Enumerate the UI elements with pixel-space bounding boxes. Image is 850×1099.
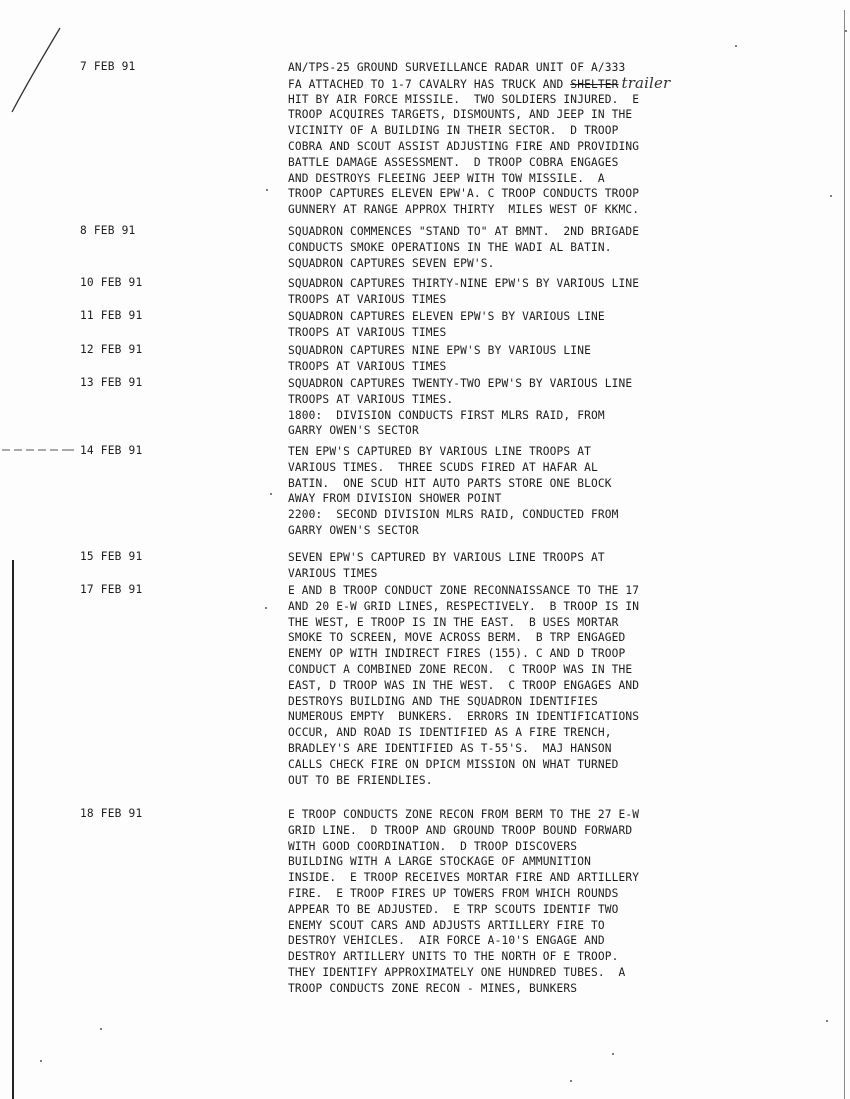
text-line: APPEAR TO BE ADJUSTED. E TRP SCOUTS IDENTIF TWO <box>288 902 619 916</box>
text-line: ENEMY OP WITH INDIRECT FIRES (155). C AND D TROOP <box>288 647 626 661</box>
entry-date: 7 FEB 91 <box>80 60 136 73</box>
entry-date: 8 FEB 91 <box>80 224 136 237</box>
text-line: TROOPS AT VARIOUS TIMES <box>288 325 447 339</box>
entry-text <box>288 224 768 271</box>
pen-stroke-mark <box>0 0 70 120</box>
text-line: SQUADRON COMMENCES "STAND TO" AT BMNT. 2ND BRIGADE <box>288 225 640 238</box>
left-margin-rule <box>12 560 14 1099</box>
text-line: SQUADRON CAPTURES THIRTY-NINE EPW'S BY VARIOUS LINE <box>288 277 640 290</box>
text-line: COBRA AND SCOUT ASSIST ADJUSTING FIRE AND PROVIDING <box>288 139 640 153</box>
text-line: DESTROY VEHICLES. AIR FORCE A-10'S ENGAGE AND <box>288 934 605 948</box>
text-line: ENEMY SCOUT CARS AND ADJUSTS ARTILLERY FIRE TO <box>288 918 605 932</box>
text-line: TROOP CONDUCTS ZONE RECON - MINES, BUNKERS <box>288 981 578 995</box>
entry-text <box>288 807 768 997</box>
text-line: SQUADRON CAPTURES TWENTY-TWO EPW'S BY VARIOUS LINE <box>288 377 633 390</box>
entry-date: 11 FEB 91 <box>80 309 143 322</box>
text-line: SQUADRON CAPTURES SEVEN EPW'S. <box>288 256 495 270</box>
speck <box>826 1020 828 1022</box>
text-line: SMOKE TO SCREEN, MOVE ACROSS BERM. B TRP ENGAGED <box>288 631 626 645</box>
text-line: AN/TPS-25 GROUND SURVEILLANCE RADAR UNIT OF A/333 <box>288 61 626 74</box>
speck <box>830 195 832 197</box>
text-line: FA ATTACHED TO 1-7 CAVALRY HAS TRUCK AND <box>288 77 571 91</box>
text-line: TROOPS AT VARIOUS TIMES. <box>288 392 454 406</box>
text-line: BUILDING WITH A LARGE STOCKAGE OF AMMUNITION <box>288 855 591 869</box>
text-line: BATTLE DAMAGE ASSESSMENT. D TROOP COBRA ENGAGES <box>288 155 619 169</box>
speck <box>100 1028 102 1030</box>
speck <box>265 607 267 609</box>
text-line: SQUADRON CAPTURES ELEVEN EPW'S BY VARIOUS LINE <box>288 310 605 323</box>
text-line: GUNNERY AT RANGE APPROX THIRTY MILES WEST OF KKMC. <box>288 203 640 217</box>
text-line: NUMEROUS EMPTY BUNKERS. ERRORS IN IDENTIFICATIONS <box>288 710 640 724</box>
text-line: SEVEN EPW'S CAPTURED BY VARIOUS LINE TROOPS AT <box>288 551 605 564</box>
text-line: CONDUCT A COMBINED ZONE RECON. C TROOP WAS IN THE <box>288 662 633 676</box>
entry-text <box>288 276 768 308</box>
speck <box>266 189 268 191</box>
text-line: INSIDE. E TROOP RECEIVES MORTAR FIRE AND ARTILLERY <box>288 871 640 885</box>
text-line: BRADLEY'S ARE IDENTIFIED AS T-55'S. MAJ HANSON <box>288 741 612 755</box>
entry-date: 14 FEB 91 <box>80 444 143 457</box>
text-line: TROOPS AT VARIOUS TIMES <box>288 292 447 306</box>
text-line: GRID LINE. D TROOP AND GROUND TROOP BOUND FORWARD <box>288 823 633 837</box>
text-line: 2200: SECOND DIVISION MLRS RAID, CONDUCTED FROM <box>288 508 619 522</box>
text-line: FIRE. E TROOP FIRES UP TOWERS FROM WHICH ROUNDS <box>288 886 619 900</box>
text-line: VARIOUS TIMES <box>288 566 378 580</box>
entry-text <box>288 309 768 341</box>
entry-date: 13 FEB 91 <box>80 376 143 389</box>
text-line: TROOP CAPTURES ELEVEN EPW'A. C TROOP CONDUCTS TROOP <box>288 187 640 201</box>
text-line: VICINITY OF A BUILDING IN THEIR SECTOR. D TROOP <box>288 124 619 138</box>
speck <box>570 1080 572 1082</box>
text-line: E AND B TROOP CONDUCT ZONE RECONNAISSANCE TO THE 17 <box>288 584 640 597</box>
text-line: AND 20 E-W GRID LINES, RESPECTIVELY. B TROOP IS IN <box>288 599 640 613</box>
text-line: VARIOUS TIMES. THREE SCUDS FIRED AT HAFAR AL <box>288 460 598 474</box>
text-line: OCCUR, AND ROAD IS IDENTIFIED AS A FIRE TRENCH, <box>288 726 612 740</box>
text-line: CALLS CHECK FIRE ON DPICM MISSION ON WHAT TURNED <box>288 757 619 771</box>
text-line: GARRY OWEN'S SECTOR <box>288 424 419 438</box>
entry-date: 12 FEB 91 <box>80 343 143 356</box>
text-line: EAST, D TROOP WAS IN THE WEST. C TROOP ENGAGES AND <box>288 678 640 692</box>
text-line: DESTROYS BUILDING AND THE SQUADRON IDENTIFIES <box>288 694 598 708</box>
speck <box>845 30 847 32</box>
speck <box>735 45 737 47</box>
speck <box>270 493 272 495</box>
text-line: SQUADRON CAPTURES NINE EPW'S BY VARIOUS LINE <box>288 344 591 357</box>
text-line: TROOPS AT VARIOUS TIMES <box>288 359 447 373</box>
text-line: TEN EPW'S CAPTURED BY VARIOUS LINE TROOPS AT <box>288 445 591 458</box>
text-line: AND DESTROYS FLEEING JEEP WITH TOW MISSILE. A <box>288 171 605 185</box>
text-line: THE WEST, E TROOP IS IN THE EAST. B USES MORTAR <box>288 615 619 629</box>
text-line: WITH GOOD COORDINATION. D TROOP DISCOVERS <box>288 839 578 853</box>
text-line: HIT BY AIR FORCE MISSILE. TWO SOLDIERS INJURED. E <box>288 92 640 106</box>
text-line: OUT TO BE FRIENDLIES. <box>288 773 433 787</box>
right-margin-rule <box>844 10 845 1099</box>
text-line: THEY IDENTIFY APPROXIMATELY ONE HUNDRED TUBES. A <box>288 965 626 979</box>
text-line: GARRY OWEN'S SECTOR <box>288 523 419 537</box>
entry-text <box>288 60 768 218</box>
entry-date: 10 FEB 91 <box>80 276 143 289</box>
text-line: 1800: DIVISION CONDUCTS FIRST MLRS RAID, FROM <box>288 408 605 422</box>
entry-date: 18 FEB 91 <box>80 807 143 820</box>
text-line: TROOP ACQUIRES TARGETS, DISMOUNTS, AND JEEP IN THE <box>288 108 633 122</box>
handwritten-correction: trailer <box>621 73 671 92</box>
entry-date: 17 FEB 91 <box>80 583 143 596</box>
text-line: E TROOP CONDUCTS ZONE RECON FROM BERM TO THE 27 E-W <box>288 808 640 821</box>
entry-text <box>288 343 768 375</box>
text-line: AWAY FROM DIVISION SHOWER POINT <box>288 492 502 506</box>
text-line: DESTROY ARTILLERY UNITS TO THE NORTH OF E TROOP. <box>288 950 619 964</box>
text-line: CONDUCTS SMOKE OPERATIONS IN THE WADI AL BATIN. <box>288 240 612 254</box>
entry-date: 15 FEB 91 <box>80 550 143 563</box>
speck <box>612 1053 614 1055</box>
entry-text <box>288 583 768 788</box>
struck-word: SHELTER <box>570 77 619 91</box>
entry-text <box>288 376 768 439</box>
entry-text <box>288 550 768 582</box>
speck <box>40 1060 42 1062</box>
dash-mark <box>0 440 90 480</box>
text-line-with-correction <box>288 73 768 92</box>
text-line: BATIN. ONE SCUD HIT AUTO PARTS STORE ONE BLOCK <box>288 476 612 490</box>
entry-text <box>288 444 768 539</box>
